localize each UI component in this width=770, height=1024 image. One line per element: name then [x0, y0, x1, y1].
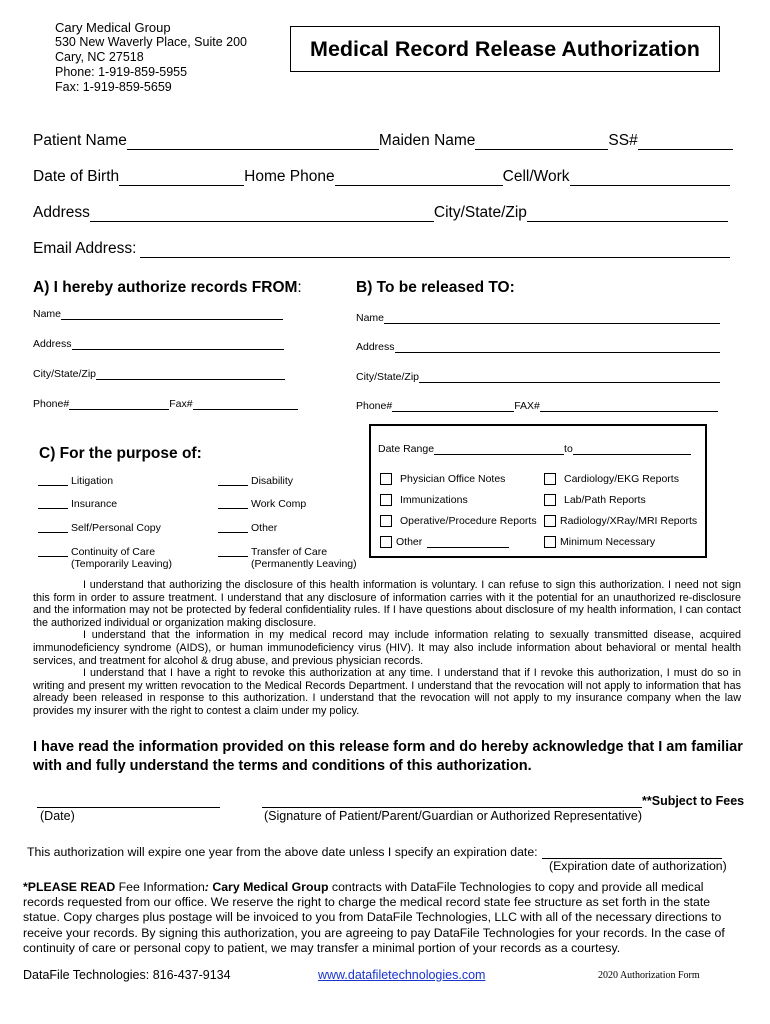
record-operative-reports[interactable] — [380, 515, 537, 527]
purpose-label: Other — [251, 522, 278, 534]
purpose-self-copy — [38, 522, 161, 534]
from-address-row — [33, 338, 284, 350]
record-other-field[interactable] — [427, 537, 509, 548]
patient-row-2 — [33, 168, 730, 186]
purpose-blank[interactable] — [38, 522, 68, 533]
paragraph: I understand that I have a right to revoke this authorization at any time. I understand that if I revoke this authorization, I must do so in writing and present my written revocation to the Medical Records Department. I understand that the revocation will not apply to information that has already been released in response to this authorization. I understand that the revocation will not apply to my insurance company when the law provides my insurer with the right to contest a claim under my policy. — [33, 667, 741, 717]
purpose-litigation — [38, 475, 113, 487]
purpose-label: Transfer of Care — [251, 546, 328, 558]
record-label: Lab/Path Reports — [564, 494, 646, 506]
to-fax-label: FAX# — [514, 400, 540, 412]
checkbox[interactable] — [380, 473, 392, 485]
footer-url-link[interactable]: www.datafiletechnologies.com — [318, 968, 486, 982]
date-line[interactable] — [37, 793, 220, 808]
to-fax-field[interactable] — [540, 401, 718, 412]
purpose-sublabel: (Temporarily Leaving) — [71, 558, 172, 570]
footer-form-name: 2020 Authorization Form — [598, 970, 700, 981]
checkbox[interactable] — [380, 494, 392, 506]
section-a-heading — [33, 279, 302, 297]
date-range-row — [378, 443, 691, 455]
checkbox[interactable] — [380, 536, 392, 548]
to-phone-label: Phone# — [356, 400, 393, 412]
record-lab-path[interactable] — [544, 494, 646, 506]
to-city-label: City/State/Zip — [356, 371, 420, 383]
purpose-blank[interactable] — [38, 498, 68, 509]
org-address-1: 530 New Waverly Place, Suite 200 — [55, 35, 247, 49]
from-phone-row — [33, 398, 298, 410]
signature-line[interactable] — [262, 793, 642, 808]
org-block — [55, 20, 247, 95]
ss-label: SS# — [608, 132, 638, 149]
purpose-blank[interactable] — [218, 546, 248, 557]
date-range-to-label: to — [564, 443, 573, 455]
purpose-blank[interactable] — [38, 475, 68, 486]
disclosure-text — [33, 579, 741, 718]
patient-name-field[interactable] — [127, 135, 379, 150]
purpose-label: Litigation — [71, 475, 114, 487]
purpose-label: Work Comp — [251, 498, 307, 510]
patient-name-label: Patient Name — [33, 132, 127, 149]
purpose-blank[interactable] — [218, 475, 248, 486]
checkbox[interactable] — [380, 515, 392, 527]
expiration-field[interactable] — [542, 846, 722, 859]
record-cardiology[interactable] — [544, 473, 679, 485]
expiration-text: This authorization will expire one year from the above date unless I specify an expiration date: — [27, 845, 538, 859]
expiration-row — [27, 845, 722, 859]
record-label: Physician Office Notes — [400, 473, 506, 485]
date-label: (Date) — [40, 809, 75, 823]
to-address-row — [356, 341, 720, 353]
date-range-from-field[interactable] — [434, 444, 564, 455]
purpose-blank[interactable] — [218, 522, 248, 533]
record-other[interactable] — [380, 536, 509, 548]
dob-field[interactable] — [119, 171, 244, 186]
email-field[interactable] — [140, 243, 730, 258]
city-state-zip-field[interactable] — [527, 207, 728, 222]
from-name-field[interactable] — [61, 309, 283, 320]
maiden-name-field[interactable] — [475, 135, 608, 150]
org-name: Cary Medical Group — [55, 20, 171, 35]
checkbox[interactable] — [544, 494, 556, 506]
section-a-colon: : — [297, 279, 302, 296]
from-phone-field[interactable] — [69, 399, 169, 410]
record-immunizations[interactable] — [380, 494, 468, 506]
record-physician-notes[interactable] — [380, 473, 505, 485]
email-label: Email Address: — [33, 240, 137, 257]
record-label: Operative/Procedure Reports — [400, 515, 537, 527]
checkbox[interactable] — [544, 536, 556, 548]
from-address-field[interactable] — [72, 339, 284, 350]
from-city-label: City/State/Zip — [33, 368, 97, 380]
purpose-label-group — [251, 546, 357, 570]
ss-field[interactable] — [638, 135, 733, 150]
page-title: Medical Record Release Authorization — [310, 36, 700, 61]
record-minimum-necessary[interactable] — [544, 536, 655, 548]
paragraph: I understand that the information in my medical record may include information relating to sexually transmitted disease, acquired immunodeficiency syndrome (AIDS), or human immunodeficiency virus (HIV). It may also include information about behavioral or mental health services, and treatment for alcohol & drug abuse, and previous physician records. — [33, 629, 741, 667]
to-name-label: Name — [356, 312, 385, 324]
fee-info-label: Fee Information — [115, 880, 205, 894]
address-label: Address — [33, 204, 90, 221]
purpose-disability — [218, 475, 293, 487]
checkbox[interactable] — [544, 473, 556, 485]
title-box — [290, 26, 720, 72]
patient-row-3 — [33, 204, 728, 222]
record-label: Radiology/XRay/MRI Reports — [560, 515, 698, 527]
cell-work-field[interactable] — [570, 171, 730, 186]
record-label: Other — [396, 536, 423, 548]
org-address-2: Cary, NC 27518 — [55, 50, 144, 64]
record-radiology[interactable] — [544, 515, 697, 527]
fee-body: contracts with DataFile Technologies to copy and provide all medical records requested from our office. We reserve the right to charge the medical record state fee structure as set forth in the state statue. Copy charges plus postage will be invoiced to you from DataFile Technologies, LLC with all of the necessary directions to receive your records. By signing this authorization, you are agreeing to pay DataFile Technologies for your records. In the case of continuity of care or personal copy to patient, we may transfer a minimal portion of your records as a courtesy. — [23, 880, 725, 955]
purpose-label: Insurance — [71, 498, 118, 510]
purpose-blank[interactable] — [38, 546, 68, 557]
purpose-label-group — [71, 546, 172, 570]
to-address-field[interactable] — [395, 342, 720, 353]
purpose-transfer — [218, 546, 357, 570]
fee-colon: : — [204, 880, 209, 894]
from-city-row — [33, 368, 285, 380]
from-phone-label: Phone# — [33, 398, 70, 410]
from-name-label: Name — [33, 308, 62, 320]
section-c-heading: C) For the purpose of: — [39, 445, 202, 462]
dob-label: Date of Birth — [33, 168, 120, 185]
to-city-field[interactable] — [419, 372, 720, 383]
purpose-blank[interactable] — [218, 498, 248, 509]
footer-company: DataFile Technologies: 816-437-9134 — [23, 968, 231, 982]
signature-label: (Signature of Patient/Parent/Guardian or Authorized Representative) — [264, 809, 642, 823]
home-phone-field[interactable] — [335, 171, 503, 186]
record-label: Immunizations — [400, 494, 468, 506]
to-city-row — [356, 371, 720, 383]
org-phone: Phone: 1-919-859-5955 — [55, 65, 188, 79]
section-b-heading: B) To be released TO: — [356, 279, 515, 296]
expiration-label: (Expiration date of authorization) — [549, 859, 727, 873]
please-read: *PLEASE READ — [23, 880, 116, 894]
fee-org: Cary Medical Group — [208, 880, 329, 894]
purpose-continuity — [38, 546, 172, 570]
patient-row-4 — [33, 240, 730, 258]
checkbox[interactable] — [544, 515, 556, 527]
purpose-insurance — [38, 498, 117, 510]
purpose-label: Self/Personal Copy — [71, 522, 161, 534]
to-name-field[interactable] — [384, 313, 720, 324]
org-fax: Fax: 1-919-859-5659 — [55, 80, 172, 94]
to-phone-field[interactable] — [392, 401, 514, 412]
record-label: Cardiology/EKG Reports — [564, 473, 679, 485]
from-city-field[interactable] — [96, 369, 285, 380]
date-range-to-field[interactable] — [573, 444, 691, 455]
address-field[interactable] — [90, 207, 434, 222]
purpose-sublabel: (Permanently Leaving) — [251, 558, 357, 570]
to-address-label: Address — [356, 341, 395, 353]
maiden-name-label: Maiden Name — [378, 132, 476, 149]
from-fax-label: Fax# — [169, 398, 193, 410]
from-address-label: Address — [33, 338, 72, 350]
paragraph: I understand that authorizing the disclosure of this health information is voluntary. I can refuse to sign this authorization. I need not sign this form in order to assure treatment. I understand that any disclosure of information carries with it the potential for an unauthorized re-disclosure and the information may not be protected by federal confidentiality rules. If I have questions about disclosure of my health information, I can contact the authorized individual or organization making disclosure. — [33, 579, 741, 629]
records-box — [369, 424, 707, 558]
acknowledgement: I have read the information provided on this release form and do hereby acknowledge that I am familiar with and fully understand the terms and conditions of this authorization. — [33, 739, 743, 774]
cell-work-label: Cell/Work — [502, 168, 570, 185]
purpose-label: Continuity of Care — [71, 546, 156, 558]
from-fax-field[interactable] — [193, 399, 298, 410]
home-phone-label: Home Phone — [244, 168, 335, 185]
record-label: Minimum Necessary — [560, 536, 656, 548]
purpose-label: Disability — [251, 475, 294, 487]
from-name-row — [33, 308, 283, 320]
to-name-row — [356, 312, 720, 324]
purpose-work-comp — [218, 498, 306, 510]
date-range-label: Date Range — [378, 443, 435, 455]
to-phone-row — [356, 400, 718, 412]
city-state-zip-label: City/State/Zip — [433, 204, 527, 221]
fee-information — [23, 880, 741, 956]
purpose-other — [218, 522, 277, 534]
subject-to-fees: **Subject to Fees — [642, 794, 745, 808]
patient-row-1 — [33, 132, 733, 150]
section-a-heading-text: A) I hereby authorize records FROM — [33, 279, 298, 296]
